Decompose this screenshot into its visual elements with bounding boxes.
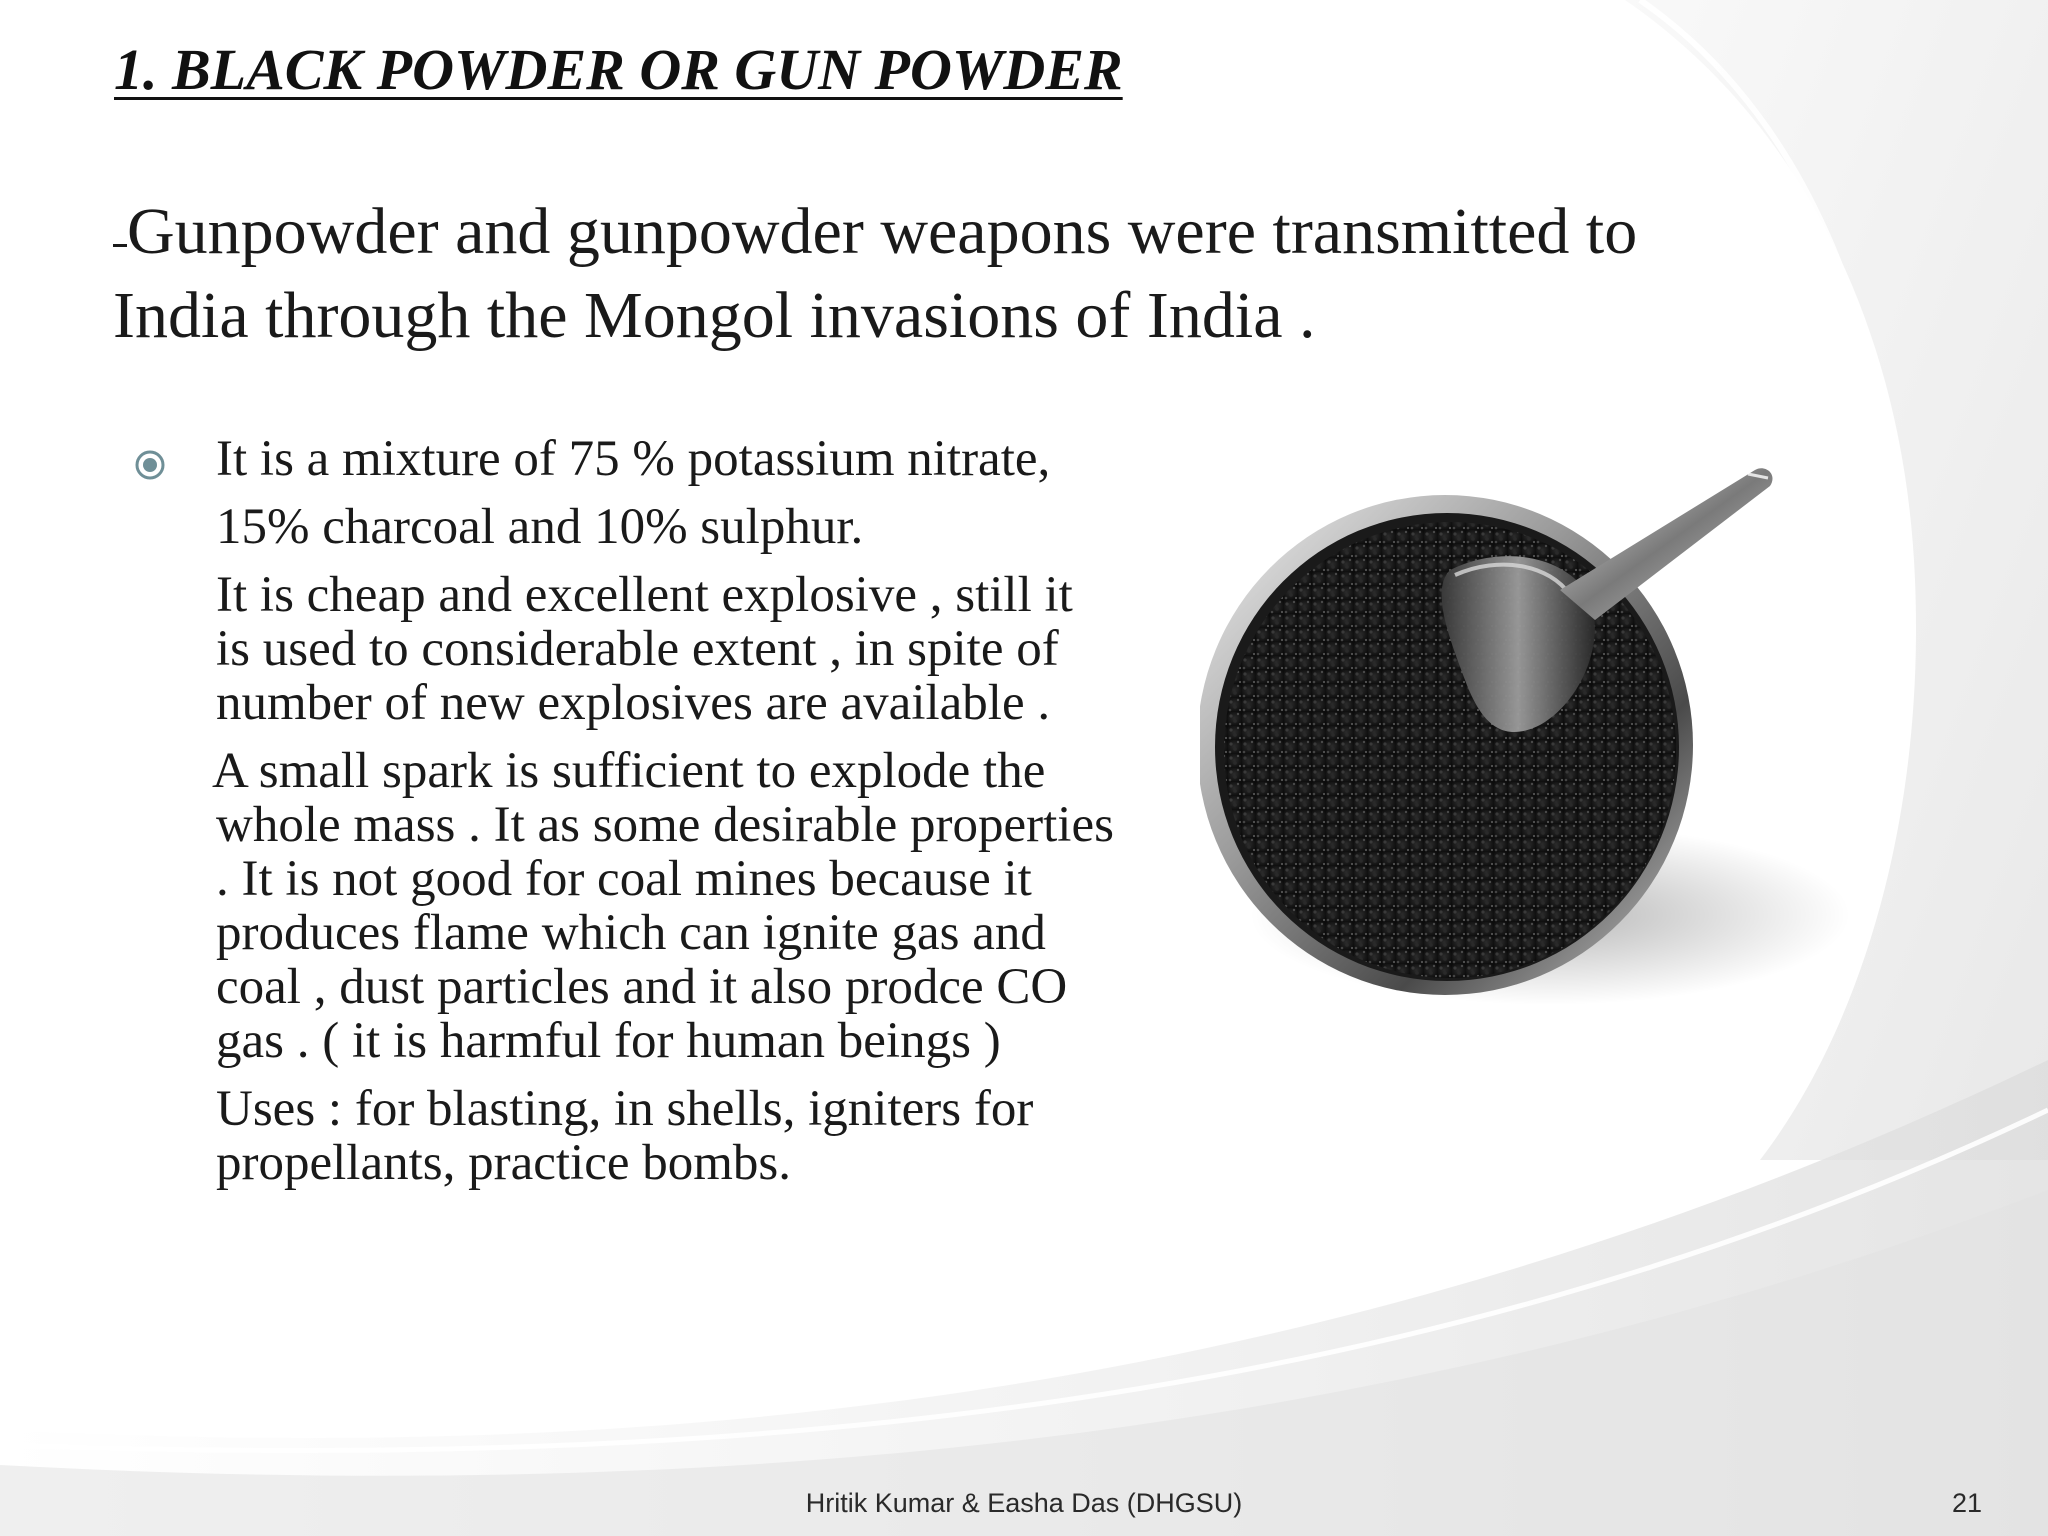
list-item: A small spark is sufficient to explode the whole mass . It as some desirable properties . It is not good for coal mines because it produces flame which can ignite gas and coal , dust particles and it also prodce CO gas . ( it is harmful for human beings ) (212, 743, 1114, 1069)
dash-mark (113, 190, 127, 247)
list-item: 15% charcoal and 10% sulphur. (216, 499, 864, 555)
list-item: It is cheap and excellent explosive , still it is used to considerable extent , in spite of number of new explosives are available . (216, 567, 1073, 731)
black-powder-bowl-image (1200, 460, 1850, 1020)
list-item: It is a mixture of 75 % potassium nitrate, (216, 431, 1051, 487)
footer-author: Hritik Kumar & Easha Das (DHGSU) (805, 1488, 1243, 1518)
intro-paragraph (113, 190, 1733, 358)
slide-title: 1. BLACK POWDER OR GUN POWDER (114, 37, 1123, 102)
list-item: Uses : for blasting, in shells, igniters for propellants, practice bombs. (216, 1081, 1034, 1191)
page-number: 21 (1951, 1488, 1982, 1518)
intro-text: Gunpowder and gunpowder weapons were transmitted to India through the Mongol invasions of India . (113, 195, 1638, 352)
bullet-content (212, 431, 1116, 1191)
target-bullet-icon (134, 449, 166, 481)
